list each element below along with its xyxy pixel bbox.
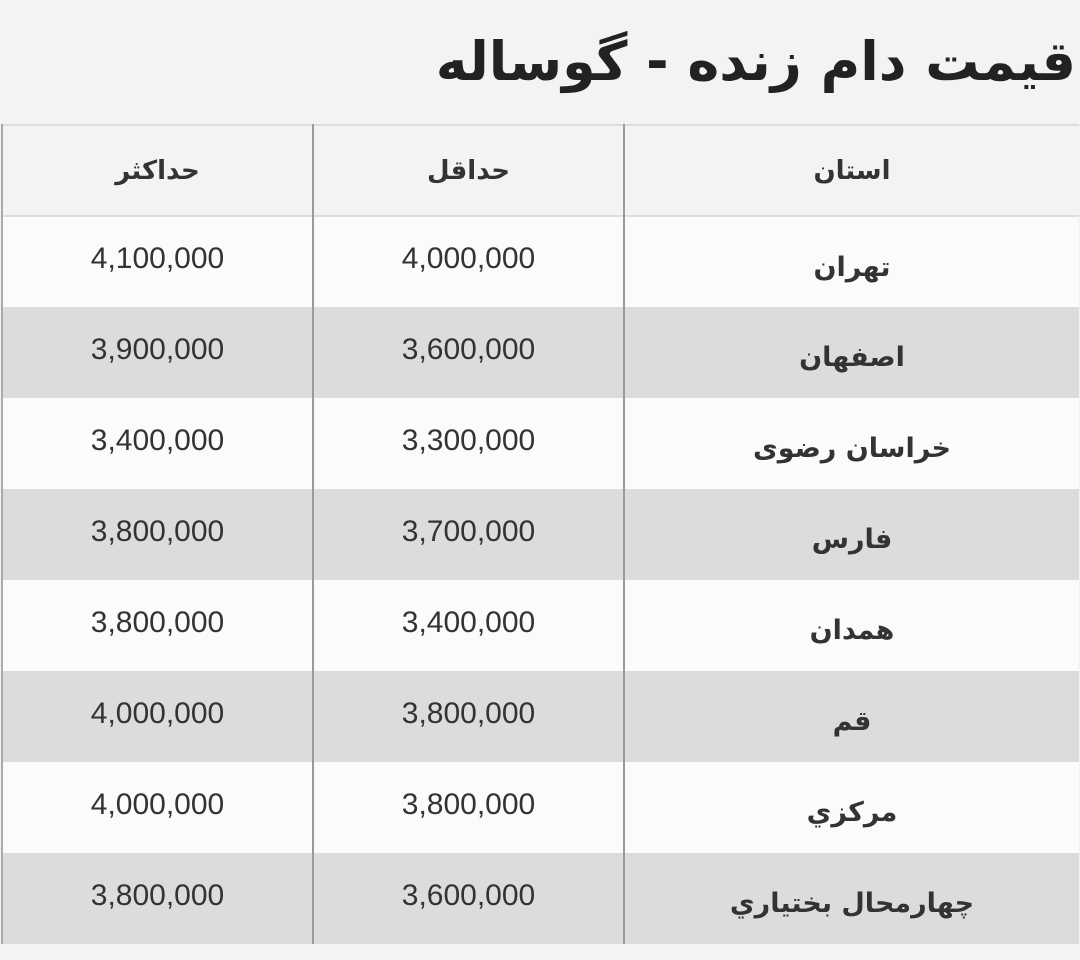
province-cell: همدان	[624, 580, 1079, 671]
min-price-cell: 4,000,000	[313, 216, 624, 307]
price-table	[1, 124, 1079, 944]
table-row	[2, 762, 1079, 853]
min-price-cell: 3,700,000	[313, 489, 624, 580]
max-price-cell: 3,800,000	[2, 853, 313, 944]
max-price-cell: 3,800,000	[2, 489, 313, 580]
province-cell: اصفهان	[624, 307, 1079, 398]
province-cell: خراسان رضوی	[624, 398, 1079, 489]
max-price-cell: 4,000,000	[2, 762, 313, 853]
max-price-cell: 4,100,000	[2, 216, 313, 307]
max-price-cell: 3,400,000	[2, 398, 313, 489]
min-price-cell: 3,400,000	[313, 580, 624, 671]
province-cell: قم	[624, 671, 1079, 762]
province-cell: فارس	[624, 489, 1079, 580]
min-price-cell: 3,300,000	[313, 398, 624, 489]
table-row	[2, 216, 1079, 307]
page-title: قیمت دام زنده - گوساله	[435, 30, 1076, 93]
min-price-cell: 3,800,000	[313, 671, 624, 762]
province-cell: تهران	[624, 216, 1079, 307]
min-price-cell: 3,800,000	[313, 762, 624, 853]
min-price-cell: 3,600,000	[313, 853, 624, 944]
province-cell: مرکزي	[624, 762, 1079, 853]
header-min: حداقل	[313, 125, 624, 216]
min-price-cell: 3,600,000	[313, 307, 624, 398]
header-province: استان	[624, 125, 1079, 216]
table-row	[2, 398, 1079, 489]
table-header-row	[2, 125, 1079, 216]
max-price-cell: 3,900,000	[2, 307, 313, 398]
table-row	[2, 853, 1079, 944]
table-row	[2, 671, 1079, 762]
header-max: حداکثر	[2, 125, 313, 216]
table-row	[2, 307, 1079, 398]
table-row	[2, 580, 1079, 671]
table-row	[2, 489, 1079, 580]
max-price-cell: 3,800,000	[2, 580, 313, 671]
province-cell: چهارمحال بختياري	[624, 853, 1079, 944]
max-price-cell: 4,000,000	[2, 671, 313, 762]
